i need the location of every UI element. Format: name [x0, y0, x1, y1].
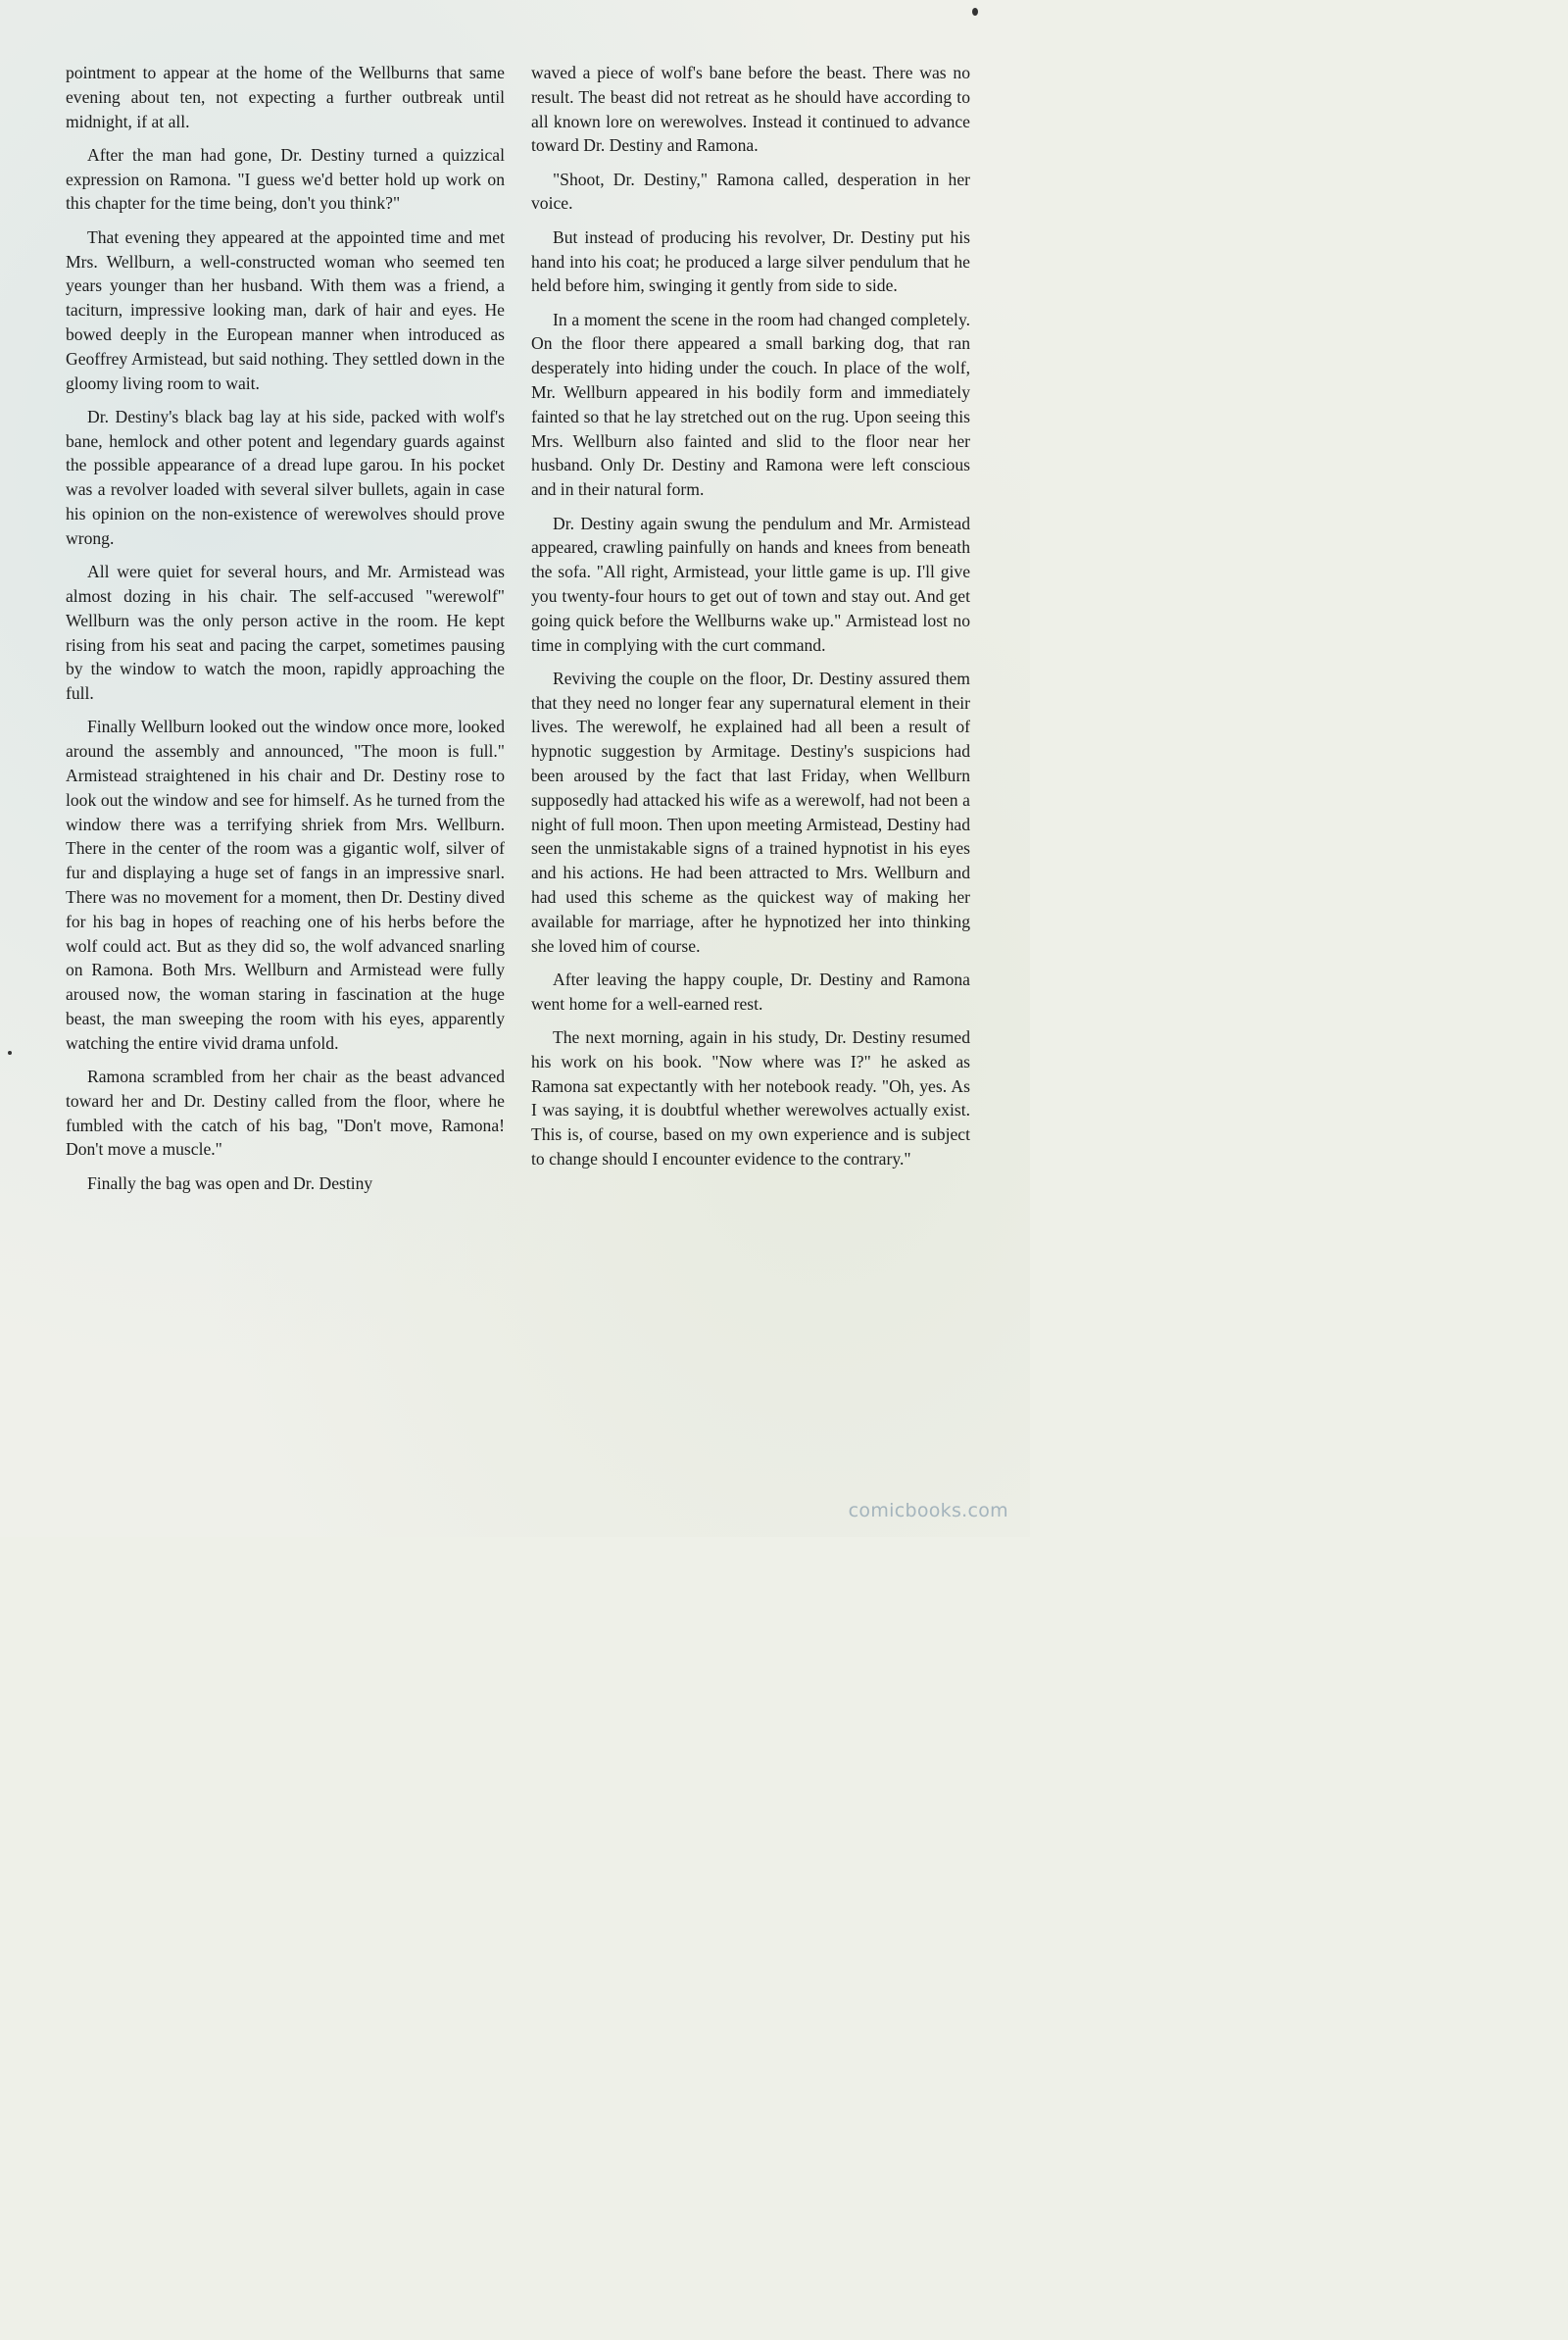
paragraph: pointment to appear at the home of the Wellburns that same evening about ten, not expecting a further outbreak until midnight, if at all. — [66, 63, 505, 131]
ink-speck — [972, 8, 978, 16]
paragraph: But instead of producing his revolver, Dr. Destiny put his hand into his coat; he produced a large silver pendulum that he held before him, swinging it gently from side to side. — [531, 226, 970, 296]
paragraph: The next morning, again in his study, Dr. Destiny resumed his work on his book. "Now where was I?" he asked as Ramona sat expectantly with her notebook ready. "Oh, yes. As I was saying, it is doubtful whether werewolves actually exist. This is, of course, based on my own experience and is subject to change should I encounter evidence to the contrary." — [531, 1026, 970, 1169]
paragraph: All were quiet for several hours, and Mr. Armistead was almost dozing in his chair. The self-accused "werewolf" Wellburn was the only person active in the room. He kept rising from his seat and pacing the carpet, sometimes pausing by the window to watch the moon, rapidly approaching the full. — [66, 562, 505, 704]
paragraph: That evening they appeared at the appointed time and met Mrs. Wellburn, a well-constructed woman who seemed ten years younger than her husband. With them was a friend, a taciturn, impressive looking man, dark of hair and eyes. He bowed deeply in the European manner when introduced as Geoffrey Armistead, but said nothing. They settled down in the gloomy living room to wait. — [66, 226, 505, 393]
watermark: comicbooks.com — [848, 1500, 1008, 1521]
paragraph: Ramona scrambled from her chair as the beast advanced toward her and Dr. Destiny called from the floor, where he fumbled with the catch of his bag, "Don't move, Ramona! Don't move a muscle." — [66, 1067, 505, 1160]
paragraph: Reviving the couple on the floor, Dr. Destiny assured them that they need no longer fear any supernatural element in their lives. The werewolf, he explained had all been a result of hypnotic suggestion by Armitage. Destiny's suspicions had been aroused by the fact that last Friday, when Wellburn supposedly had attacked his wife as a werewolf, had not been a night of full moon. Then upon meeting Armistead, Destiny had seen the unmistakable signs of a trained hypnotist in his eyes and his actions. He had been attracted to Mrs. Wellburn and had used this scheme as the quickest way of making her available for marriage, after he hypnotized her into thinking she loved him of course. — [531, 668, 970, 956]
paragraph: "Shoot, Dr. Destiny," Ramona called, desperation in her voice. — [531, 169, 970, 214]
paragraph: In a moment the scene in the room had changed completely. On the floor there appeared a small barking dog, that ran desperately into hiding under the couch. In place of the wolf, Mr. Wellburn appeared in his bodily form and immediately fainted so that he lay stretched out on the rug. Upon seeing this Mrs. Wellburn also fainted and slid to the floor near her husband. Only Dr. Destiny and Ramona were left conscious and in their natural form. — [531, 309, 970, 500]
paragraph: Finally the bag was open and Dr. Destiny — [87, 1172, 373, 1193]
ink-speck — [8, 1051, 12, 1055]
right-column — [531, 61, 970, 1180]
paragraph: Dr. Destiny again swung the pendulum and Mr. Armistead appeared, crawling painfully on hands and knees from beneath the sofa. "All right, Armistead, your little game is up. I'll give you twenty-four hours to get out of town and stay out. And get going quick before the Wellburns wake up." Armistead lost no time in complying with the curt command. — [531, 513, 970, 655]
left-column — [66, 61, 505, 1205]
paragraph: Dr. Destiny's black bag lay at his side, packed with wolf's bane, hemlock and other potent and legendary guards against the possible appearance of a dread lupe garou. In his pocket was a revolver loaded with several silver bullets, again in case his opinion on the non-existence of werewolves should prove wrong. — [66, 406, 505, 548]
paragraph: Finally Wellburn looked out the window once more, looked around the assembly and announced, "The moon is full." Armistead straightened in his chair and Dr. Destiny rose to look out the window and see for himself. As he turned from the window there was a terrifying shriek from Mrs. Wellburn. There in the center of the room was a gigantic wolf, silver of fur and displaying a huge set of fangs in an impressive snarl. There was no movement for a moment, then Dr. Destiny dived for his bag in hopes of reaching one of his herbs before the wolf could act. But as they did so, the wolf advanced snarling on Ramona. Both Mrs. Wellburn and Armistead were fully aroused now, the woman staring in fascination at the huge beast, the man sweeping the room with his eyes, apparently watching the entire vivid drama unfold. — [66, 717, 505, 1053]
paragraph: After the man had gone, Dr. Destiny turned a quizzical expression on Ramona. "I guess we'd better hold up work on this chapter for the time being, don't you think?" — [66, 144, 505, 214]
paragraph: waved a piece of wolf's bane before the beast. There was no result. The beast did not retreat as he should have according to all known lore on werewolves. Instead it continued to advance toward Dr. Destiny and Ramona. — [531, 63, 970, 156]
paragraph: After leaving the happy couple, Dr. Destiny and Ramona went home for a well-earned rest. — [531, 969, 970, 1014]
page — [0, 0, 1030, 1537]
